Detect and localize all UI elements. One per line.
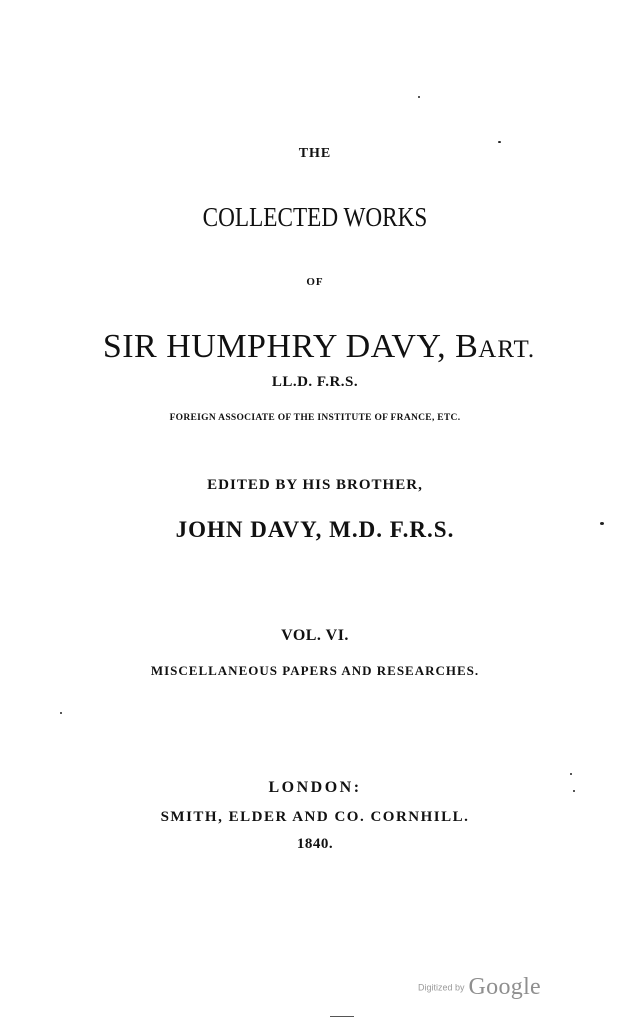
google-watermark — [418, 974, 541, 1001]
scan-speck — [418, 96, 420, 98]
author-affiliation: FOREIGN ASSOCIATE OF THE INSTITUTE OF FRANCE, ETC. — [169, 413, 461, 423]
author-name: SIR HUMPHRY DAVY, — [102, 328, 456, 365]
author-line — [4, 330, 630, 364]
scan-edge-mark — [330, 1016, 354, 1017]
edited-by-line: EDITED BY HIS BROTHER, — [207, 477, 423, 493]
scan-speck — [498, 141, 501, 143]
author-bart-initial: B — [455, 328, 479, 365]
book-title: COLLECTED WORKS — [202, 202, 428, 232]
publisher-name: SMITH, ELDER AND CO. CORNHILL. — [160, 809, 470, 825]
scan-speck — [573, 790, 575, 792]
volume-number: VOL. VI. — [281, 627, 349, 644]
author-bart-rest: ART. — [478, 336, 536, 363]
watermark-prefix: Digitized by — [418, 982, 465, 993]
volume-subtitle: MISCELLANEOUS PAPERS AND RESEARCHES. — [150, 663, 480, 678]
scan-speck — [600, 522, 604, 525]
title-article: THE — [298, 146, 332, 161]
google-logo: Google — [468, 974, 541, 1000]
scan-speck — [570, 773, 572, 775]
author-degrees: LL.D. F.R.S. — [271, 374, 359, 390]
editor-name: JOHN DAVY, M.D. F.R.S. — [175, 517, 455, 542]
publication-place: LONDON: — [268, 779, 362, 796]
title-preposition: OF — [306, 276, 324, 288]
publication-year: 1840. — [296, 836, 334, 852]
scan-speck — [60, 712, 62, 714]
